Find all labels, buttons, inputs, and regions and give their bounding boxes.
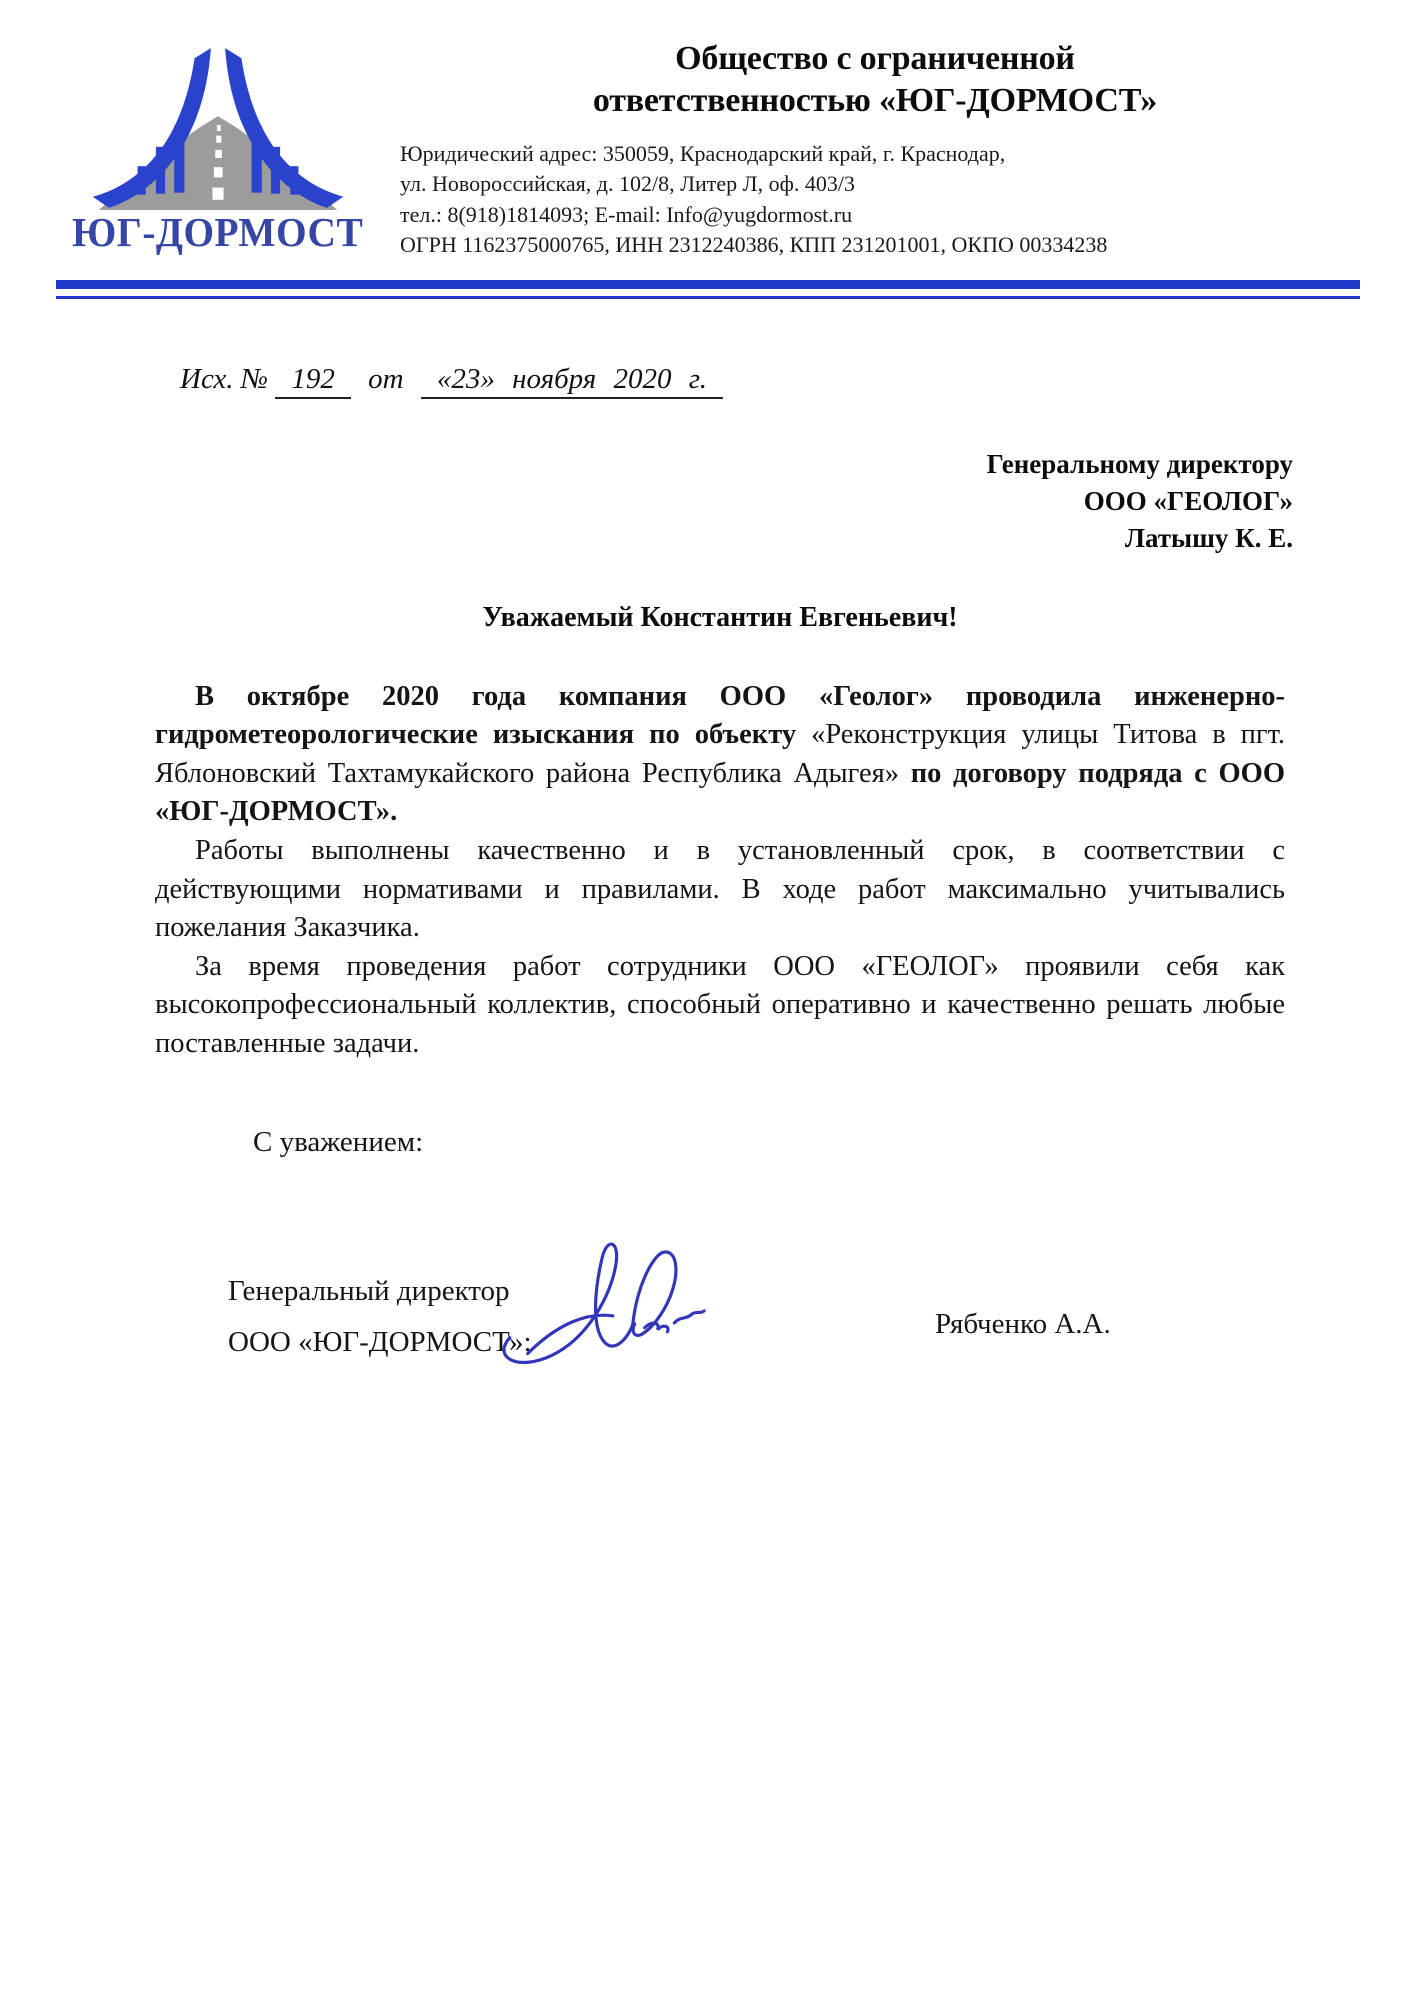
paragraph-bold-segment: по договору подряда с ООО «ЮГ-ДОРМОСТ».: [155, 757, 1285, 828]
separator-thin-rule: [56, 296, 1360, 299]
paragraph: За время проведения работ сотрудники ООО «ГЕОЛОГ» проявили себя как высокопрофессиональный коллектив, способный оперативно и качественно решать любые поставленные задачи.: [155, 950, 1285, 1060]
ref-label: Исх. №: [180, 362, 269, 395]
letterhead: [0, 0, 1414, 260]
letterhead-right: [364, 38, 1358, 260]
company-address: [392, 139, 1358, 260]
ref-from-word: от: [368, 362, 404, 395]
company-name-line2: ответственностью «ЮГ-ДОРМОСТ»: [592, 82, 1158, 120]
separator-thick-rule: [56, 280, 1360, 289]
recipient-block: [0, 446, 1293, 558]
recipient-line: ООО «ГЕОЛОГ»: [1083, 486, 1293, 517]
paragraph-bold-segment: В октябре 2020 года компания ООО «Геолог» проводила инженерно-гидрометеорологические изыскания по объекту: [155, 680, 1285, 751]
recipient-line: Генеральному директору: [986, 448, 1293, 479]
company-name-line1: Общество с ограниченной: [675, 40, 1075, 77]
logo-bridge-icon: [87, 44, 349, 212]
outgoing-ref-line: [180, 363, 1414, 396]
signer-title-line1: Генеральный директор: [228, 1274, 510, 1307]
ref-date: «23» ноября 2020 г.: [421, 363, 723, 399]
paragraph-normal-segment: «Реконструкция улицы Титова в пгт. Яблоновский Тахтамукайского района Республика Адыгея»: [155, 719, 1286, 789]
logo-text: ЮГ-ДОРМОСТ: [72, 209, 364, 255]
recipient-line: Латышу К. Е.: [1124, 523, 1293, 554]
company-name: [392, 38, 1358, 122]
handwritten-signature-icon: [488, 1226, 716, 1386]
paragraph: [155, 678, 1285, 832]
paragraph: Работы выполнены качественно и в установленный срок, в соответствии с действующими нормативами и правилами. В ходе работ максимально учитывались пожелания Заказчика.: [155, 835, 1285, 944]
header-separator: [56, 280, 1360, 299]
address-line: Юридический адрес: 350059, Краснодарский край, г. Краснодар,: [400, 141, 1006, 167]
company-logo: [72, 38, 364, 256]
signer-title-line2: ООО «ЮГ-ДОРМОСТ»:: [228, 1325, 532, 1358]
salutation: Уважаемый Константин Евгеньевич!: [482, 601, 958, 633]
letter-body: [155, 678, 1285, 1064]
address-line: ул. Новороссийская, д. 102/8, Литер Л, оф. 403/3: [400, 171, 855, 197]
regards-line: С уважением:: [253, 1125, 424, 1158]
address-line: ОГРН 1162375000765, ИНН 2312240386, КПП 231201001, ОКПО 00334238: [400, 231, 1108, 257]
address-line: тел.: 8(918)1814093; E-mail: Info@yugdormost.ru: [400, 201, 853, 227]
signer-name: Рябченко А.А.: [935, 1307, 1111, 1340]
ref-number: 192: [275, 363, 351, 399]
signature-area: [488, 1226, 716, 1391]
signer-title: [228, 1266, 532, 1368]
closing-block: [0, 1126, 1414, 1486]
